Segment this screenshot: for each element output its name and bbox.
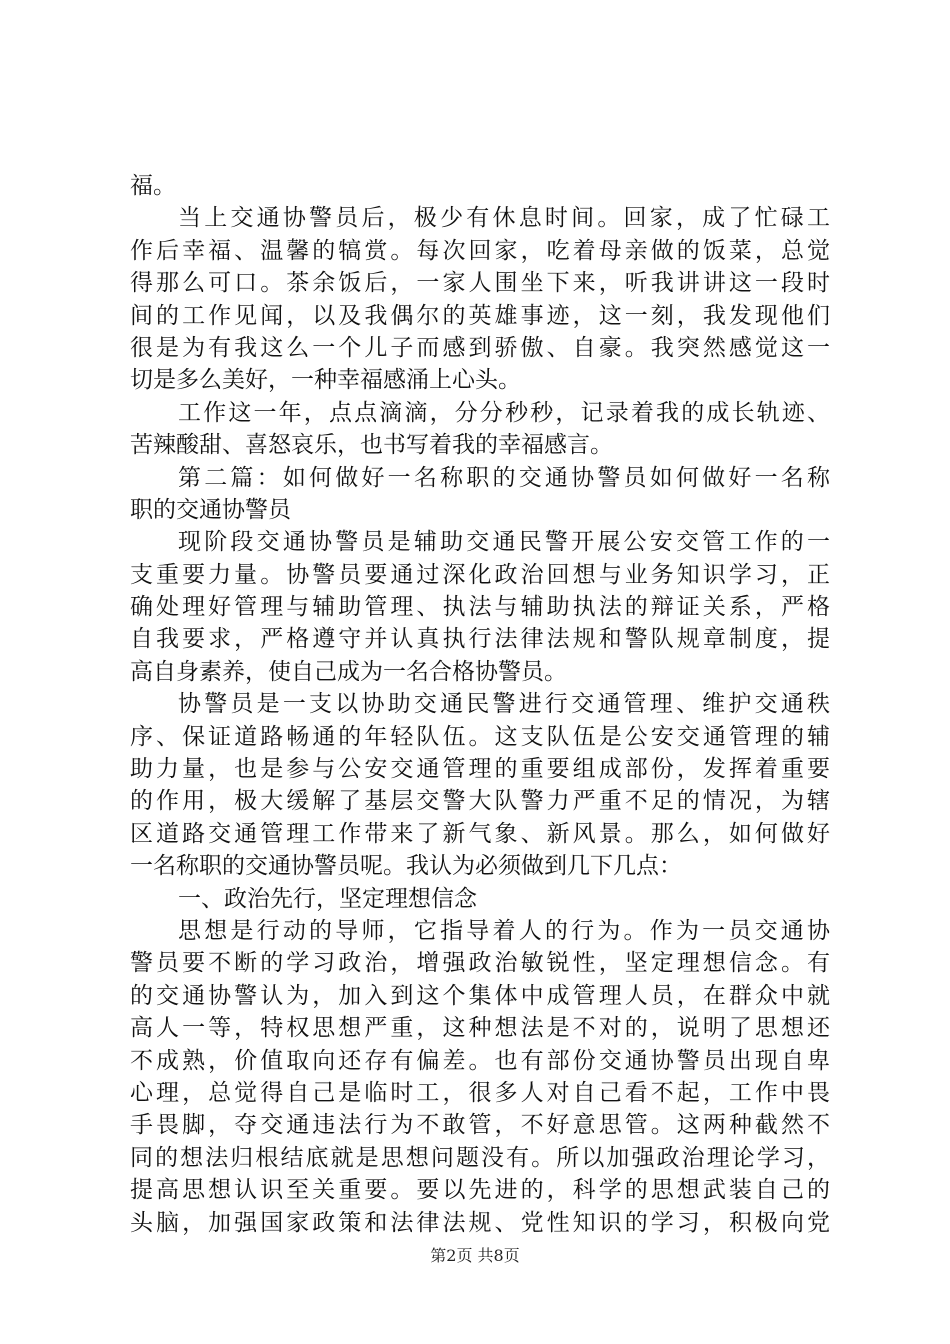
- text-line: 心理，总觉得自己是临时工，很多人对自己看不起，工作中畏: [130, 1079, 830, 1106]
- text-line: 区道路交通管理工作带来了新气象、新风景。那么，如何做好: [130, 820, 830, 847]
- text-line: 提高思想认识至关重要。要以先进的，科学的思想武装自己的: [130, 1177, 830, 1204]
- text-line: 福。: [130, 173, 176, 199]
- text-line: 得那么可口。茶余饭后，一家人围坐下来，听我讲讲这一段时: [130, 270, 830, 297]
- text-line: 作后幸福、温馨的犒赏。每次回家，吃着母亲做的饭菜，总觉: [130, 237, 830, 264]
- text-line: 第二篇：如何做好一名称职的交通协警员如何做好一名称: [178, 464, 830, 491]
- text-line: 切是多么美好，一种幸福感涌上心头。: [130, 367, 521, 394]
- text-line: 警员要不断的学习政治，增强政治敏锐性，坚定理想信念。有: [130, 950, 830, 977]
- text-line: 工作这一年，点点滴滴，分分秒秒，记录着我的成长轨迹、: [178, 399, 830, 426]
- text-line: 的作用，极大缓解了基层交警大队警力严重不足的情况，为辖: [130, 788, 830, 815]
- text-line: 现阶段交通协警员是辅助交通民警开展公安交管工作的一: [178, 529, 830, 556]
- page-number: 第2页 共8页: [430, 1246, 520, 1265]
- text-line: 很是为有我这么一个儿子而感到骄傲、自豪。我突然感觉这一: [130, 334, 830, 361]
- text-line: 自我要求，严格遵守并认真执行法律法规和警队规章制度，提: [130, 626, 830, 653]
- text-line: 一、政治先行，坚定理想信念: [178, 885, 477, 912]
- text-line: 一名称职的交通协警员呢。我认为必须做到几下几点：: [130, 853, 682, 880]
- text-line: 高人一等，特权思想严重，这种想法是不对的，说明了思想还: [130, 1015, 830, 1042]
- text-line: 高自身素养，使自己成为一名合格协警员。: [130, 658, 567, 685]
- text-line: 支重要力量。协警员要通过深化政治回想与业务知识学习，正: [130, 561, 830, 588]
- text-line: 间的工作见闻，以及我偶尔的英雄事迹，这一刻，我发现他们: [130, 302, 830, 329]
- text-line: 同的想法归根结底就是思想问题没有。所以加强政治理论学习，: [130, 1144, 830, 1171]
- text-line: 头脑，加强国家政策和法律法规、党性知识的学习，积极向党: [130, 1209, 830, 1236]
- text-line: 序、保证道路畅通的年轻队伍。这支队伍是公安交通管理的辅: [130, 723, 830, 750]
- text-line: 当上交通协警员后，极少有休息时间。回家，成了忙碌工: [178, 205, 830, 232]
- text-line: 职的交通协警员: [130, 496, 291, 523]
- text-line: 手畏脚，夺交通违法行为不敢管，不好意思管。这两种截然不: [130, 1112, 830, 1139]
- text-line: 的交通协警认为，加入到这个集体中成管理人员，在群众中就: [130, 982, 830, 1009]
- text-line: 协警员是一支以协助交通民警进行交通管理、维护交通秩: [178, 691, 830, 718]
- text-line: 思想是行动的导师，它指导着人的行为。作为一员交通协: [178, 917, 830, 944]
- text-line: 不成熟，价值取向还存有偏差。也有部份交通协警员出现自卑: [130, 1047, 830, 1074]
- text-line: 确处理好管理与辅助管理、执法与辅助执法的辩证关系，严格: [130, 594, 830, 621]
- text-line: 苦辣酸甜、喜怒哀乐，也书写着我的幸福感言。: [130, 432, 613, 459]
- body-text: [130, 170, 830, 1239]
- text-line: 助力量，也是参与公安交通管理的重要组成部份，发挥着重要: [130, 756, 830, 783]
